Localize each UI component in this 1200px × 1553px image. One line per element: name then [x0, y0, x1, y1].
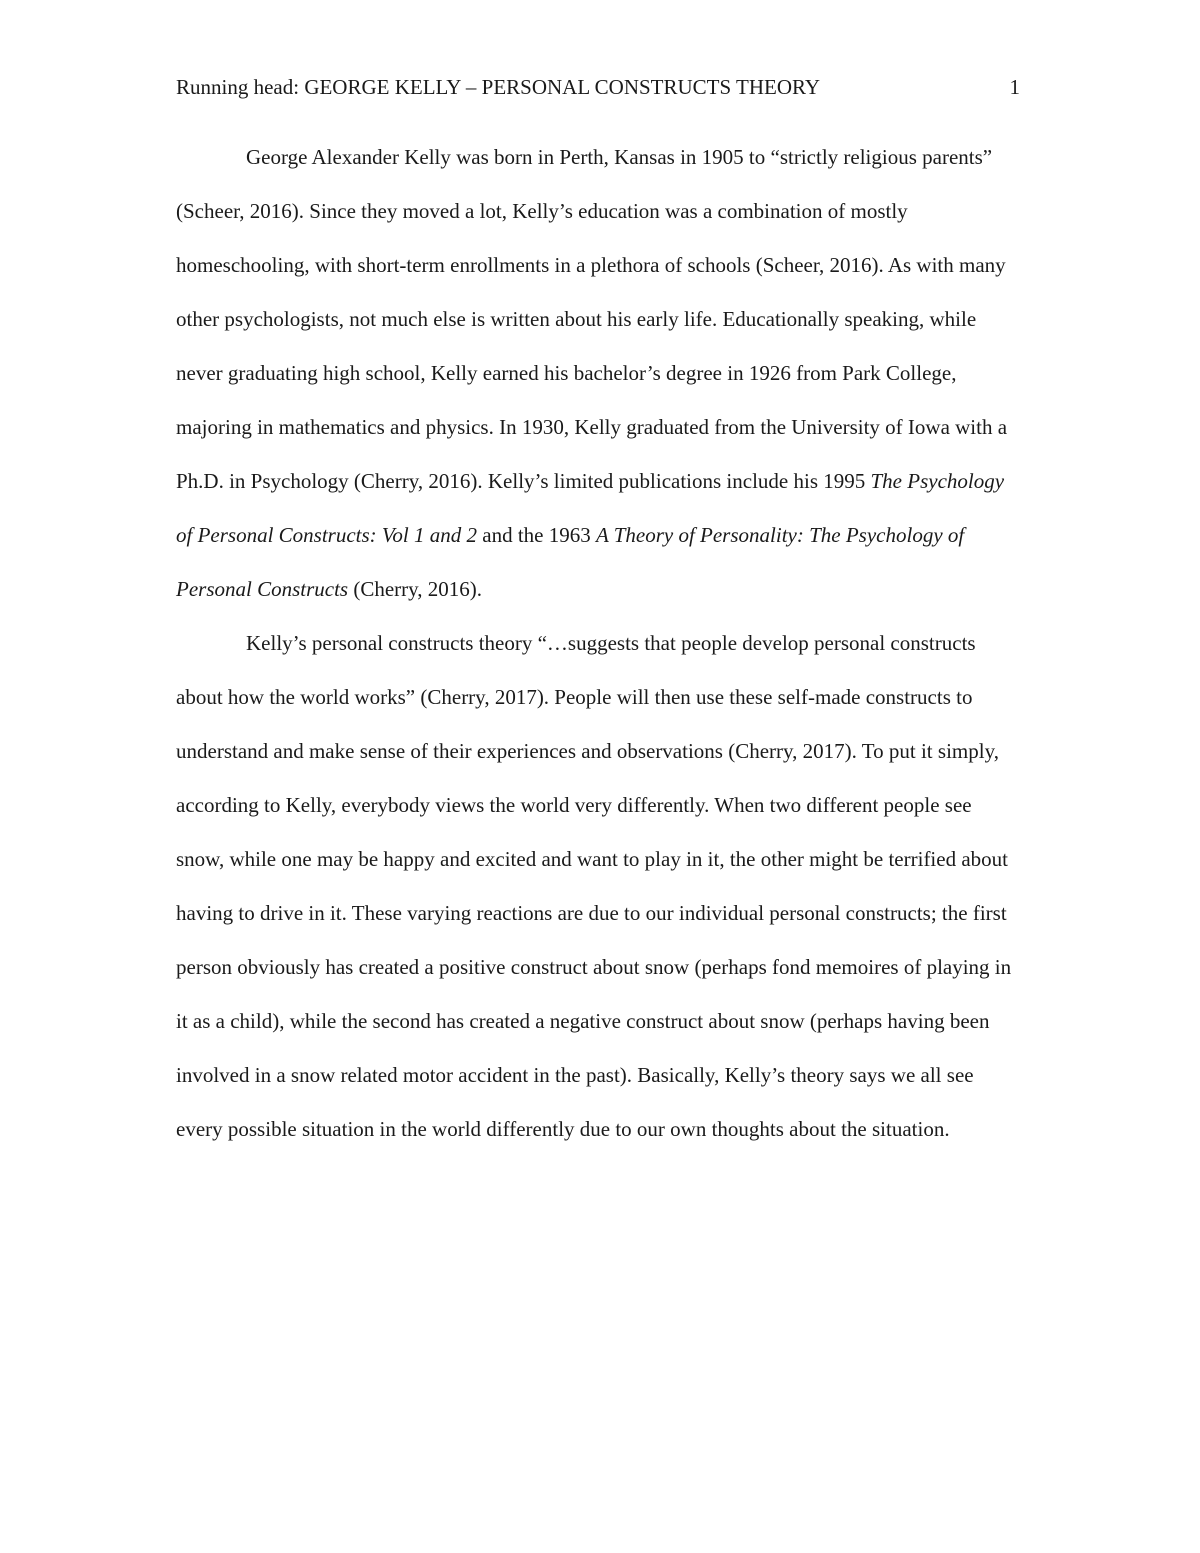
paragraph-theory: Kelly’s personal constructs theory “…suggests that people develop personal constructs about how the world works” (Cherry, 2017). People will then use these self-made constructs to understand and make sense of their experiences and observations (Cherry, 2017). To put it simply, according to Kelly, everybody views the world very differently. When two different people see snow, while one may be happy and excited and want to play in it, the other might be terrified about having to drive in it. These varying reactions are due to our individual personal constructs; the first person obviously has created a positive construct about snow (perhaps fond memoires of playing in it as a child), while the second has created a negative construct about snow (perhaps having been involved in a snow related motor accident in the past). Basically, Kelly’s theory says we all see every possible situation in the world differently due to our own thoughts about the situation.: [176, 631, 1012, 1141]
page-number: 1: [1009, 75, 1020, 99]
document-body: [176, 130, 1024, 1156]
paragraph-biography-text: George Alexander Kelly was born in Perth, Kansas in 1905 to “strictly religious parents” (Scheer, 2016). Since they moved a lot, Kelly’s education was a combination of mostly homeschooling, with short-term enrollments in a plethora of schools (Scheer, 2016). As with many other psychologists, not much else is written about his early life. Educationally speaking, while never graduating high school, Kelly earned his bachelor’s degree in 1926 from Park College, majoring in mathematics and physics. In 1930, Kelly graduated from the University of Iowa with a Ph.D. in Psychology (Cherry, 2016). Kelly’s limited publications include his 1995: [176, 145, 1008, 493]
book-title-personal-constructs: The Psychology of Personal Constructs: Vol 1 and 2: [176, 469, 1005, 547]
running-head-title: Running head: GEORGE KELLY – PERSONAL CONSTRUCTS THEORY: [176, 75, 821, 99]
paragraph-biography: [176, 130, 1024, 616]
paragraph-biography-citation: (Cherry, 2016).: [348, 577, 483, 601]
book-title-theory-of-personality: A Theory of Personality: The Psychology of Personal Constructs: [176, 523, 965, 601]
running-head: [176, 72, 1024, 102]
paragraph-biography-text-2: and the 1963: [477, 523, 596, 547]
